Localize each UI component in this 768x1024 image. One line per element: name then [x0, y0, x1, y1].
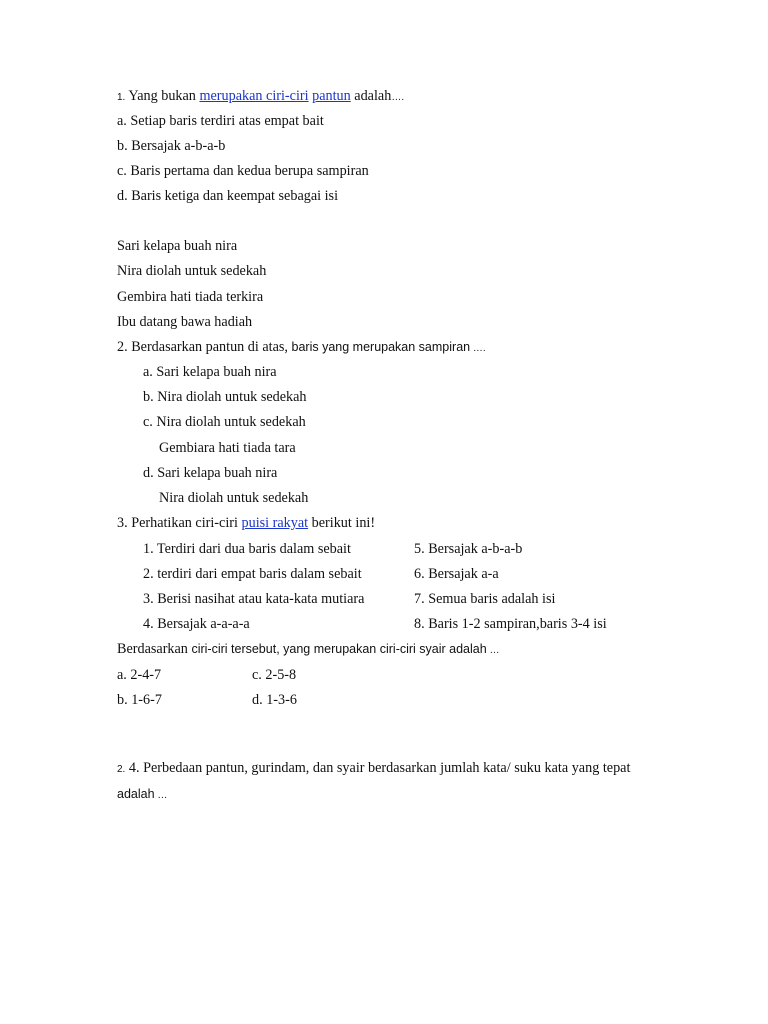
q2-lead-sans: baris yang merupakan sampiran	[291, 340, 471, 354]
q4-dots: …	[154, 790, 168, 801]
pantun-line-4: Ibu datang bawa hadiah	[117, 314, 253, 330]
q2-option-c-line2: Gembiara hati tiada tara	[159, 440, 296, 456]
q2-lead: 2. Berdasarkan pantun di atas,	[117, 339, 292, 355]
q3-item-8: 8. Baris 1-2 sampiran,baris 3-4 isi	[414, 616, 607, 632]
q3-answer-d: d. 1-3-6	[252, 692, 297, 708]
q1-option-d: d. Baris ketiga dan keempat sebagai isi	[117, 188, 339, 204]
q2-dots: ….	[470, 343, 486, 354]
pantun-line-2: Nira diolah untuk sedekah	[117, 263, 267, 279]
q4-title-line2	[117, 785, 167, 805]
q3-question-sans: ciri-ciri tersebut, yang merupakan ciri-ciri syair adalah	[191, 642, 487, 656]
q3-question-dots: …	[486, 645, 500, 656]
q3-item-4: 4. Bersajak a-a-a-a	[143, 616, 250, 632]
q3-answer-c: c. 2-5-8	[252, 667, 297, 683]
q1-option-c: c. Baris pertama dan kedua berupa sampiran	[117, 163, 369, 179]
q1-dots: ….	[391, 92, 405, 103]
q3-item-5: 5. Bersajak a-b-a-b	[414, 541, 523, 557]
q2-option-c: c. Nira diolah untuk sedekah	[143, 414, 306, 430]
q3-item-1: 1. Terdiri dari dua baris dalam sebait	[143, 541, 351, 557]
link-pantun[interactable]: pantun	[312, 88, 351, 104]
q3-item-7: 7. Semua baris adalah isi	[414, 591, 556, 607]
q1-number: 1.	[117, 92, 126, 103]
q4-prefix: 2.	[117, 764, 126, 775]
q3-post: berikut ini!	[308, 515, 376, 531]
q3-answer-b: b. 1-6-7	[117, 692, 162, 708]
q1-option-a: a. Setiap baris terdiri atas empat bait	[117, 113, 324, 129]
q1-title	[117, 87, 404, 107]
link-merupakan-ciri-ciri[interactable]: merupakan ciri-ciri	[199, 88, 309, 104]
link-puisi-rakyat[interactable]: puisi rakyat	[241, 515, 309, 531]
q1-post: adalah	[350, 88, 392, 104]
q3-title	[117, 514, 375, 532]
q3-question-serif: Berdasarkan	[117, 641, 192, 657]
q2-option-d-line2: Nira diolah untuk sedekah	[159, 490, 309, 506]
q2-option-a: a. Sari kelapa buah nira	[143, 364, 277, 380]
q4-title	[117, 759, 630, 779]
pantun-line-1: Sari kelapa buah nira	[117, 238, 238, 254]
q3-question	[117, 640, 499, 660]
q3-lead: 3. Perhatikan ciri-ciri	[117, 515, 242, 531]
q4-line2: adalah	[117, 787, 155, 801]
q2-option-d: d. Sari kelapa buah nira	[143, 465, 278, 481]
q2-title	[117, 338, 486, 358]
q3-item-6: 6. Bersajak a-a	[414, 566, 499, 582]
q1-pre: Yang bukan	[125, 88, 200, 104]
q3-item-2: 2. terdiri dari empat baris dalam sebait	[143, 566, 362, 582]
q2-option-b: b. Nira diolah untuk sedekah	[143, 389, 307, 405]
q1-option-b: b. Bersajak a-b-a-b	[117, 138, 226, 154]
q3-answer-a: a. 2-4-7	[117, 667, 162, 683]
pantun-line-3: Gembira hati tiada terkira	[117, 289, 264, 305]
q3-item-3: 3. Berisi nasihat atau kata-kata mutiara	[143, 591, 365, 607]
q4-text: 4. Perbedaan pantun, gurindam, dan syair berdasarkan jumlah kata/ suku kata yang tepat	[125, 760, 631, 776]
